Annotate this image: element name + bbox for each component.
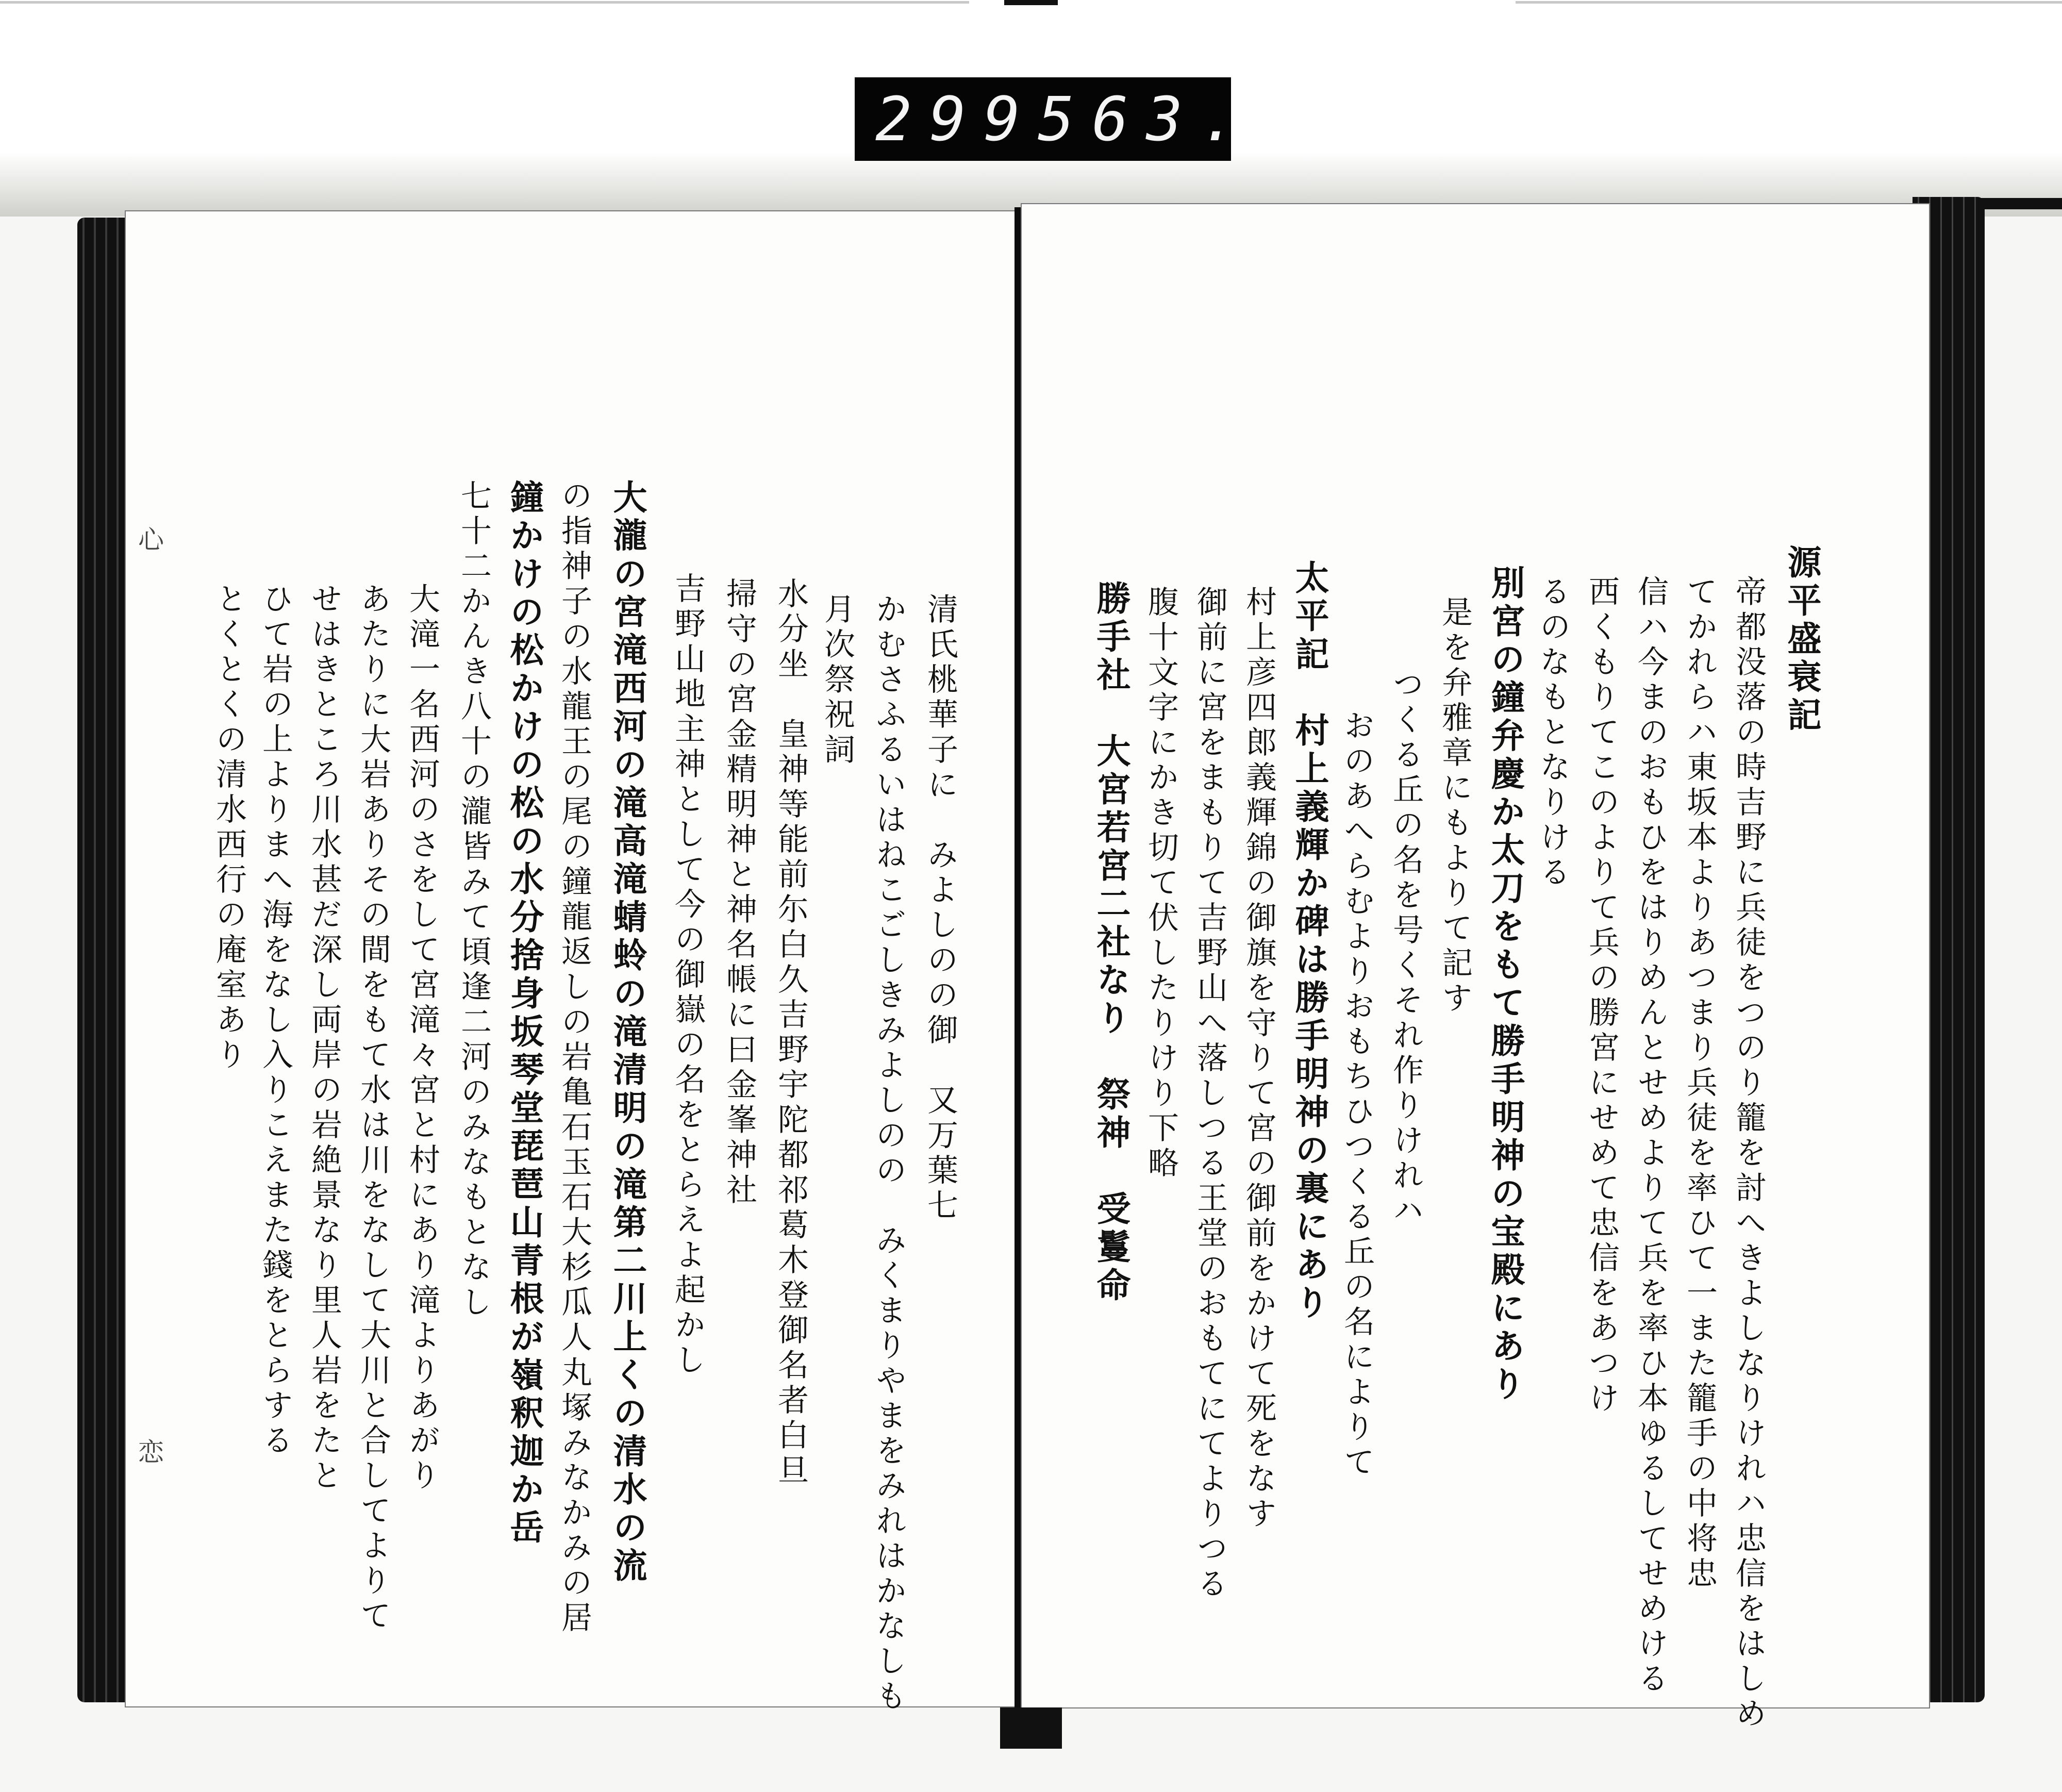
text-column: 西くもりてこのよりて兵の勝宮にせめて忠信をあつけ (1584, 575, 1620, 1417)
frame-number-plate (855, 77, 1255, 161)
text-column: 御前に宮をまもりて吉野山へ落しつる王堂のおもてにてよりつる (1192, 586, 1228, 1602)
text-column: 吉野山地主神として今の御嶽の名をとらえよ起かし (670, 572, 706, 1379)
text-column: 腹十文字にかき切て伏したりけり下略 (1143, 586, 1179, 1182)
text-column: 大瀧の宮滝西河の滝高滝蜻蛉の滝清明の滝第二川上くの清水の流 (607, 479, 647, 1586)
text-column: 月次祭祝詞 (819, 593, 855, 768)
text-column: つくる丘の名を号くそれ作りけれハ (1388, 668, 1424, 1229)
text-column: かむさふるいはねこごしきみよしのの みくまりやまをみれはかなしも (871, 593, 907, 1715)
open-book (77, 197, 1985, 1732)
text-column: 七十二かんき八十の瀧皆みて頃逢二河のみなもとなし (456, 479, 492, 1321)
frame-number-left: 299 (875, 84, 1038, 155)
text-column: 帝都没落の時吉野に兵徒をつのり籠を討へきよしなりけれハ忠信をはしめ (1731, 575, 1767, 1732)
text-column: 太平記 村上義輝か碑は勝手明神の裏にあり (1289, 560, 1329, 1323)
text-column: とくとくの清水西行の庵室あり (211, 583, 247, 1073)
text-column: せはきところ川水甚だ深し両岸の岩絶景なり里人岩をたと (306, 583, 342, 1494)
text-column: ひて岩の上よりまへ海をなし入りこえまた錢をとらする (257, 583, 293, 1459)
text-column: 掃守の宮金精明神と神名帳に曰金峯神社 (721, 577, 757, 1208)
frame-number-right: 563. (1038, 84, 1255, 155)
text-column: 鐘かけの松かけの松の水分捨身坂琴堂琵琶山青根が嶺釈迦か岳 (504, 479, 544, 1548)
text-column: 水分坐 皇神等能前尓白久吉野宇陀都祁葛木登御名者白旦 (773, 577, 809, 1489)
text-column: 大滝一名西河のさをして宮滝々宮と村にあり滝よりあがり (404, 583, 440, 1494)
text-column: てかれらハ東坂本よりあつまり兵徒を率ひて一また籠手の中将忠 (1682, 575, 1718, 1592)
text-column: の指神子の水龍王の尾の鐘龍返しの岩亀石玉石大杉瓜人丸塚みなかみの居 (556, 479, 592, 1636)
text-column: あたりに大岩ありその間をもて水は川をなして大川と合してよりて (355, 583, 391, 1634)
top-rule (1516, 1, 2062, 4)
text-column: 勝手社 大宮若宮二社なり 祭神 受鬘命 (1091, 580, 1131, 1305)
text-column: るのなもとなりける (1535, 575, 1571, 891)
text-column: 是を弁雅章にもよりて記す (1437, 596, 1473, 1017)
text-column: おのあへらむよりおもちひつくる丘の名によりて (1339, 709, 1375, 1481)
left-page (125, 210, 1090, 1715)
top-edge-mark (1004, 0, 1058, 5)
text-column: 村上彦四郎義輝錦の御旗を守りて宮の御前をかけて死をなす (1241, 586, 1277, 1532)
top-rule (0, 1, 969, 4)
text-column: 清氏桃華子に みよしのの御 又万葉七 (922, 593, 958, 1224)
margin-mark: 恋 (134, 1438, 164, 1468)
gutter-foot-shadow (1000, 1707, 1062, 1749)
text-column: 別宮の鐘弁慶か太刀をもて勝手明神の宝殿にあり (1485, 565, 1525, 1404)
margin-mark: 心 (134, 526, 164, 556)
text-column: 源平盛衰記 (1782, 544, 1822, 735)
text-column: 信ハ今まのおもひをはりめんとせめよりて兵を率ひ本ゆるしてせめける (1633, 575, 1669, 1697)
right-page (1021, 203, 1930, 1732)
